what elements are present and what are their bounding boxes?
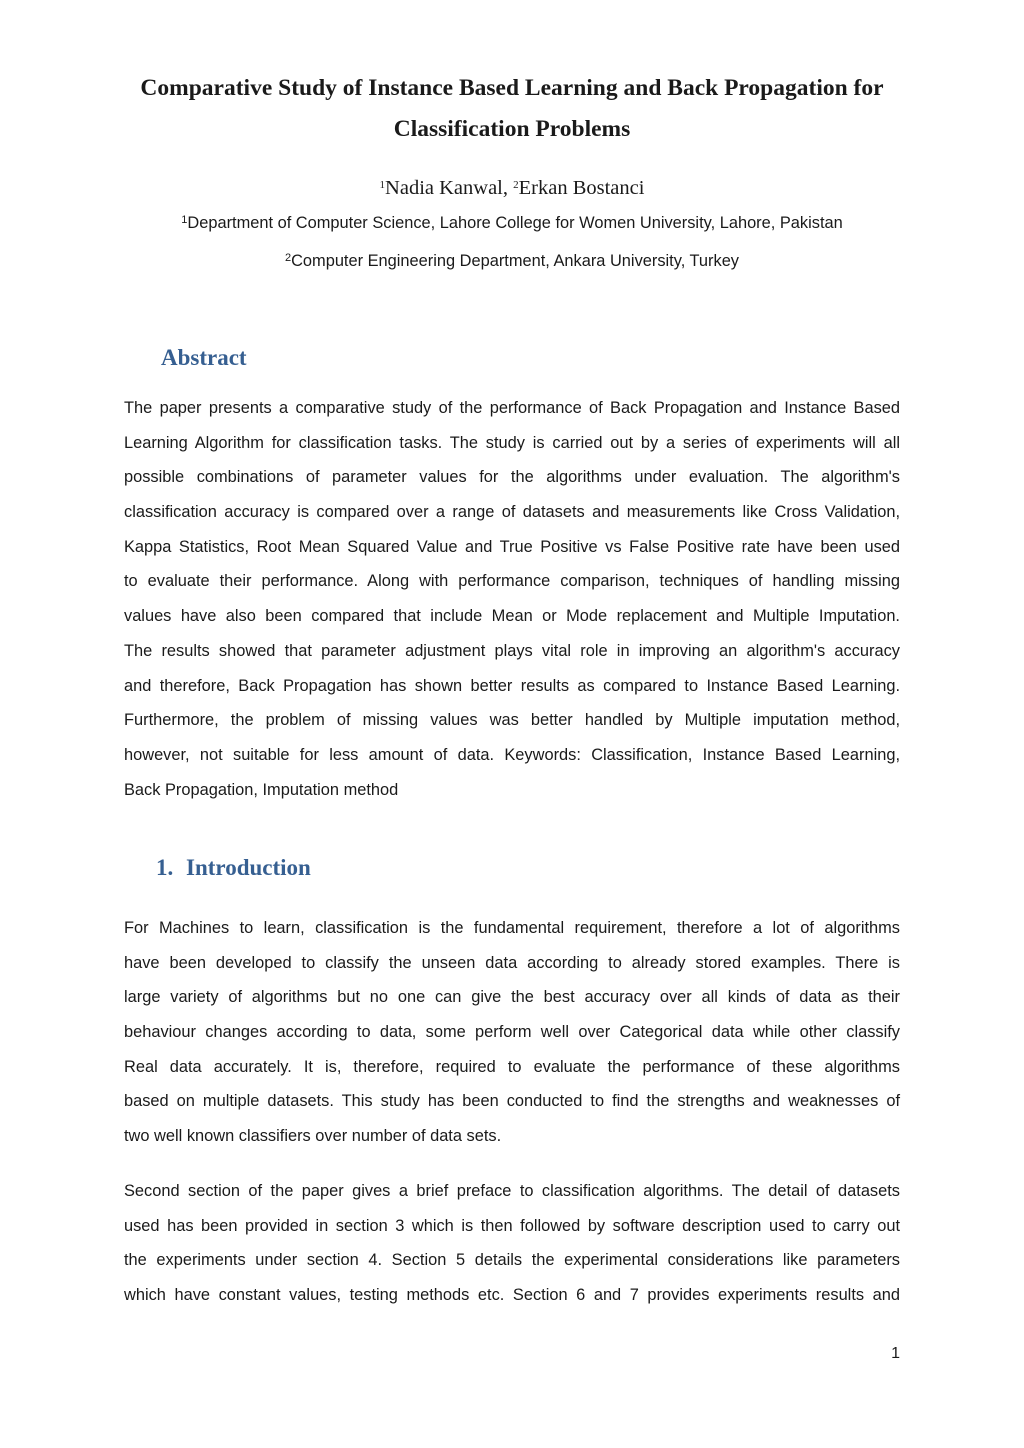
- affiliation-text: Computer Engineering Department, Ankara University, Turkey: [291, 252, 740, 270]
- page-number: 1: [891, 1345, 900, 1362]
- text-line: Real data accurately. It is, therefore, required to evaluate the performance of these algorithms: [124, 1057, 900, 1076]
- text-line: and therefore, Back Propagation has shown better results as compared to Instance Based Learning.: [124, 676, 900, 695]
- text-line: however, not suitable for less amount of data. Keywords: Classification, Instance Based Learning,: [124, 745, 900, 764]
- text-line: have been developed to classify the unseen data according to already stored examples. There is: [124, 953, 900, 972]
- introduction-paragraph: [124, 1174, 900, 1313]
- text-line: Second section of the paper gives a brief preface to classification algorithms. The detail of datasets: [124, 1182, 900, 1200]
- text-line: two well known classifiers over number of data sets.: [124, 1127, 502, 1146]
- text-line: to evaluate their performance. Along with performance comparison, techniques of handling missing: [124, 572, 900, 591]
- text-line: Learning Algorithm for classification tasks. The study is carried out by a series of experiments will all: [124, 433, 900, 452]
- text-line: For Machines to learn, classification is the fundamental requirement, therefore a lot of algorithms: [124, 919, 900, 937]
- text-line: used has been provided in section 3 which is then followed by software description used to carry out: [124, 1216, 900, 1235]
- affiliation-marker: 2: [284, 252, 292, 264]
- affiliation-marker: 1: [181, 214, 188, 226]
- abstract-heading: Abstract: [161, 345, 247, 370]
- affiliation: [100, 249, 924, 273]
- text-line: The paper presents a comparative study of the performance of Back Propagation and Instance Based: [124, 399, 900, 417]
- text-line: Furthermore, the problem of missing values was better handled by Multiple imputation method,: [124, 711, 900, 730]
- paper-title: [100, 68, 924, 150]
- text-line: the experiments under section 4. Section 5 details the experimental considerations like parameters: [124, 1251, 900, 1270]
- author-affiliation-marker: 2: [513, 179, 519, 191]
- text-line: based on multiple datasets. This study has been conducted to find the strengths and weaknesses of: [124, 1092, 900, 1111]
- affiliation: [100, 211, 924, 235]
- title-line: Classification Problems: [393, 116, 631, 142]
- text-line: Back Propagation, Imputation method: [124, 780, 399, 799]
- text-line: which have constant values, testing methods etc. Section 6 and 7 provides experiments results and: [124, 1286, 900, 1305]
- text-line: values have also been compared that include Mean or Mode replacement and Multiple Imputation.: [124, 607, 900, 626]
- author-affiliation-marker: 1: [379, 179, 386, 191]
- author-list: [100, 174, 924, 202]
- section-title: Introduction: [186, 855, 311, 880]
- affiliation-text: Department of Computer Science, Lahore College for Women University, Lahore, Pakistan: [187, 214, 843, 232]
- text-line: Kappa Statistics, Root Mean Squared Value and True Positive vs False Positive rate have been used: [124, 537, 900, 556]
- text-line: behaviour changes according to data, some perform well over Categorical data while other classify: [124, 1023, 900, 1042]
- introduction-paragraph: [124, 911, 900, 1154]
- introduction-heading: [156, 853, 311, 883]
- abstract-body: [124, 391, 900, 807]
- author-name: Erkan Bostanci: [518, 177, 645, 199]
- text-line: classification accuracy is compared over a range of datasets and measurements like Cross Validation,: [124, 503, 900, 522]
- text-line: The results showed that parameter adjustment plays vital role in improving an algorithm's accuracy: [124, 641, 900, 660]
- author-name: Nadia Kanwal,: [385, 177, 514, 199]
- title-line: Comparative Study of Instance Based Learning and Back Propagation for: [140, 75, 884, 101]
- section-number: 1.: [156, 855, 174, 880]
- text-line: possible combinations of parameter values for the algorithms under evaluation. The algorithm's: [124, 468, 900, 487]
- text-line: large variety of algorithms but no one can give the best accuracy over all kinds of data as their: [124, 988, 900, 1007]
